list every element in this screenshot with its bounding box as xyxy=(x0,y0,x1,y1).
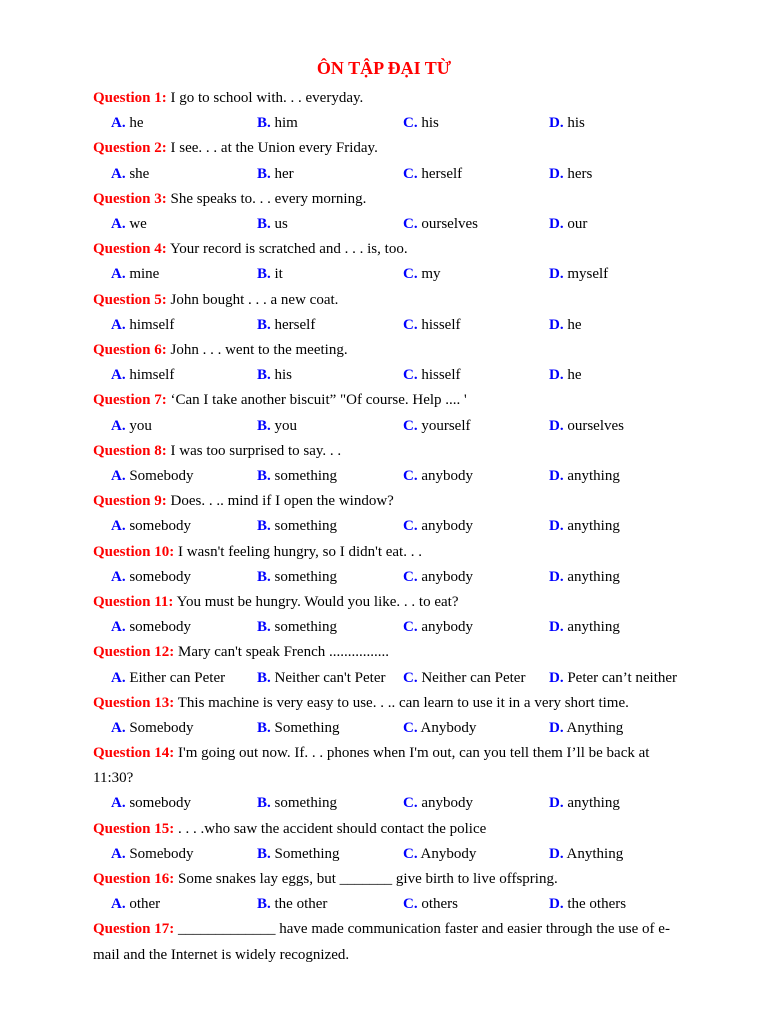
option-letter: B. xyxy=(257,115,271,132)
answer-option[interactable] xyxy=(257,892,327,917)
option-letter: D. xyxy=(549,165,564,182)
option-letter: C. xyxy=(403,467,418,484)
answer-options xyxy=(93,514,693,539)
option-text: somebody xyxy=(129,795,192,812)
answer-option[interactable] xyxy=(403,615,473,640)
answer-options xyxy=(93,262,693,287)
question-text: Some snakes lay eggs, but _______ give birth to live offspring. xyxy=(178,871,558,888)
option-letter: C. xyxy=(403,266,418,283)
question-label: Question 14: xyxy=(93,745,175,762)
answer-option[interactable] xyxy=(403,212,478,237)
answer-option[interactable] xyxy=(111,414,152,439)
option-text: her xyxy=(274,165,294,182)
option-letter: B. xyxy=(257,845,271,862)
answer-option[interactable] xyxy=(403,892,458,917)
option-text: hers xyxy=(567,165,593,182)
option-text: hisself xyxy=(421,367,461,384)
answer-option[interactable] xyxy=(257,262,283,287)
option-text: Somebody xyxy=(129,719,194,736)
option-text: yourself xyxy=(421,417,471,434)
question-label: Question 16: xyxy=(93,871,175,888)
answer-options xyxy=(93,565,693,590)
option-letter: D. xyxy=(549,367,564,384)
question-label: Question 3: xyxy=(93,190,167,207)
question-17 xyxy=(93,917,693,967)
option-letter: D. xyxy=(549,719,564,736)
option-text: himself xyxy=(129,367,175,384)
answer-option[interactable] xyxy=(549,162,592,187)
option-text: she xyxy=(129,165,150,182)
option-text: we xyxy=(129,215,147,232)
answer-option[interactable] xyxy=(549,666,677,691)
option-text: something xyxy=(274,518,338,535)
option-letter: B. xyxy=(257,518,271,535)
question-1 xyxy=(93,86,693,111)
answer-option[interactable] xyxy=(257,565,337,590)
answer-option[interactable] xyxy=(111,262,159,287)
option-text: ourselves xyxy=(567,417,624,434)
question-label: Question 12: xyxy=(93,644,175,661)
answer-option[interactable] xyxy=(257,111,298,136)
answer-option[interactable] xyxy=(549,414,624,439)
option-text: our xyxy=(567,215,588,232)
option-text: Anything xyxy=(566,719,624,736)
answer-options xyxy=(93,666,693,691)
option-letter: D. xyxy=(549,568,564,585)
option-letter: C. xyxy=(403,669,418,686)
option-letter: D. xyxy=(549,518,564,535)
option-text: the others xyxy=(567,896,627,913)
option-letter: D. xyxy=(549,845,564,862)
option-text: it xyxy=(274,266,283,283)
option-letter: C. xyxy=(403,845,418,862)
question-text: ‘Can I take another biscuit” "Of course. Help .... ' xyxy=(170,392,467,409)
answer-option[interactable] xyxy=(549,212,587,237)
answer-options xyxy=(93,363,693,388)
option-text: Peter can’t neither xyxy=(567,669,678,686)
answer-option[interactable] xyxy=(257,791,337,816)
answer-option[interactable] xyxy=(111,565,191,590)
question-text: . . . .who saw the accident should contact the police xyxy=(178,820,487,837)
question-text: She speaks to. . . every morning. xyxy=(170,190,367,207)
answer-option[interactable] xyxy=(549,464,620,489)
option-text: you xyxy=(129,417,152,434)
option-letter: C. xyxy=(403,215,418,232)
question-8 xyxy=(93,439,693,464)
question-label: Question 4: xyxy=(93,241,167,258)
option-letter: C. xyxy=(403,896,418,913)
option-letter: C. xyxy=(403,165,418,182)
answer-options xyxy=(93,162,693,187)
option-text: him xyxy=(274,115,298,132)
answer-option[interactable] xyxy=(549,615,620,640)
answer-option[interactable] xyxy=(111,842,194,867)
answer-option[interactable] xyxy=(111,791,191,816)
question-label: Question 2: xyxy=(93,140,167,157)
answer-option[interactable] xyxy=(111,212,147,237)
option-text: something xyxy=(274,619,338,636)
option-letter: B. xyxy=(257,619,271,636)
option-text: Anybody xyxy=(420,719,477,736)
option-text: something xyxy=(274,568,338,585)
answer-option[interactable] xyxy=(549,363,582,388)
answer-option[interactable] xyxy=(403,716,476,741)
answer-option[interactable] xyxy=(257,615,337,640)
question-12 xyxy=(93,640,693,665)
answer-option[interactable] xyxy=(403,666,525,691)
option-text: Either can Peter xyxy=(129,669,226,686)
option-text: he xyxy=(567,316,582,333)
answer-option[interactable] xyxy=(403,162,462,187)
answer-option[interactable] xyxy=(111,162,149,187)
option-text: others xyxy=(421,896,459,913)
question-9 xyxy=(93,489,693,514)
option-letter: C. xyxy=(403,719,418,736)
option-letter: C. xyxy=(403,367,418,384)
answer-option[interactable] xyxy=(111,892,160,917)
option-text: his xyxy=(421,115,439,132)
question-text: I see. . . at the Union every Friday. xyxy=(170,140,378,157)
option-letter: A. xyxy=(111,367,126,384)
option-text: ourselves xyxy=(421,215,478,232)
option-text: the other xyxy=(274,896,328,913)
option-text: herself xyxy=(274,316,316,333)
question-text: You must be hungry. Would you like. . . to eat? xyxy=(176,593,459,610)
option-text: anything xyxy=(567,568,620,585)
option-letter: B. xyxy=(257,367,271,384)
question-6 xyxy=(93,338,693,363)
option-letter: A. xyxy=(111,845,126,862)
option-letter: D. xyxy=(549,215,564,232)
option-letter: A. xyxy=(111,795,126,812)
option-letter: A. xyxy=(111,115,126,132)
question-label: Question 15: xyxy=(93,820,175,837)
option-letter: A. xyxy=(111,467,126,484)
option-letter: C. xyxy=(403,115,418,132)
answer-options xyxy=(93,414,693,439)
answer-option[interactable] xyxy=(403,313,461,338)
answer-option[interactable] xyxy=(403,464,473,489)
question-list xyxy=(93,86,693,968)
answer-option[interactable] xyxy=(257,363,292,388)
answer-option[interactable] xyxy=(403,111,439,136)
option-letter: B. xyxy=(257,795,271,812)
question-4 xyxy=(93,237,693,262)
option-letter: C. xyxy=(403,518,418,535)
option-letter: C. xyxy=(403,795,418,812)
option-text: my xyxy=(421,266,441,283)
answer-option[interactable] xyxy=(403,514,473,539)
question-label: Question 17: xyxy=(93,921,175,938)
question-label: Question 1: xyxy=(93,90,167,106)
option-text: Neither can't Peter xyxy=(274,669,386,686)
answer-option[interactable] xyxy=(111,313,174,338)
answer-option[interactable] xyxy=(403,363,461,388)
answer-option[interactable] xyxy=(403,414,471,439)
option-text: his xyxy=(567,115,585,132)
answer-option[interactable] xyxy=(403,791,473,816)
option-text: hisself xyxy=(421,316,461,333)
option-letter: A. xyxy=(111,417,126,434)
question-text: I wasn't feeling hungry, so I didn't eat. . . xyxy=(178,543,422,560)
question-2 xyxy=(93,136,693,161)
question-label: Question 13: xyxy=(93,694,175,711)
answer-options xyxy=(93,313,693,338)
question-text: John bought . . . a new coat. xyxy=(170,291,339,308)
answer-option[interactable] xyxy=(549,892,626,917)
option-letter: B. xyxy=(257,719,271,736)
question-14 xyxy=(93,741,693,791)
question-text: John . . . went to the meeting. xyxy=(170,341,348,358)
option-text: Anybody xyxy=(420,845,477,862)
option-text: anybody xyxy=(421,467,474,484)
option-text: something xyxy=(274,795,338,812)
question-text: I'm going out now. If. . . phones when I'm out, can you tell them I’ll be back at 11:30? xyxy=(93,745,650,787)
answer-options xyxy=(93,615,693,640)
option-text: somebody xyxy=(129,568,192,585)
option-letter: A. xyxy=(111,518,126,535)
option-letter: D. xyxy=(549,467,564,484)
option-text: other xyxy=(129,896,161,913)
option-text: Something xyxy=(274,719,340,736)
option-letter: D. xyxy=(549,417,564,434)
question-text: Does. . .. mind if I open the window? xyxy=(170,493,394,510)
answer-option[interactable] xyxy=(111,615,191,640)
option-text: myself xyxy=(567,266,609,283)
question-text: I go to school with. . . everyday. xyxy=(170,90,364,106)
question-label: Question 8: xyxy=(93,442,167,459)
option-letter: C. xyxy=(403,417,418,434)
answer-options xyxy=(93,464,693,489)
option-letter: D. xyxy=(549,669,564,686)
answer-option[interactable] xyxy=(257,716,340,741)
answer-option[interactable] xyxy=(403,565,473,590)
option-text: you xyxy=(274,417,298,434)
question-label: Question 9: xyxy=(93,493,167,510)
option-text: Something xyxy=(274,845,340,862)
option-letter: D. xyxy=(549,896,564,913)
option-letter: C. xyxy=(403,619,418,636)
answer-option[interactable] xyxy=(403,262,441,287)
option-letter: A. xyxy=(111,568,126,585)
answer-option[interactable] xyxy=(549,791,620,816)
question-label: Question 11: xyxy=(93,593,174,610)
answer-option[interactable] xyxy=(257,514,337,539)
option-letter: A. xyxy=(111,719,126,736)
answer-option[interactable] xyxy=(549,111,585,136)
question-text: This machine is very easy to use. . .. can learn to use it in a very short time. xyxy=(177,694,629,711)
option-text: his xyxy=(274,367,293,384)
answer-option[interactable] xyxy=(403,842,476,867)
option-text: something xyxy=(274,467,338,484)
answer-option[interactable] xyxy=(111,666,225,691)
answer-option[interactable] xyxy=(257,666,386,691)
option-text: anybody xyxy=(421,619,474,636)
answer-option[interactable] xyxy=(111,363,174,388)
option-text: anybody xyxy=(421,568,474,585)
option-letter: B. xyxy=(257,896,271,913)
answer-options xyxy=(93,212,693,237)
option-text: herself xyxy=(421,165,463,182)
answer-option[interactable] xyxy=(549,514,620,539)
option-letter: D. xyxy=(549,316,564,333)
option-letter: B. xyxy=(257,669,271,686)
question-text: _____________ have made communication faster and easier through the use of e-mail and the Internet is widely recognized. xyxy=(93,921,670,963)
option-letter: D. xyxy=(549,266,564,283)
option-text: Somebody xyxy=(129,467,194,484)
answer-option[interactable] xyxy=(257,313,315,338)
option-letter: B. xyxy=(257,568,271,585)
answer-option[interactable] xyxy=(111,111,144,136)
answer-option[interactable] xyxy=(549,716,623,741)
answer-option[interactable] xyxy=(549,842,623,867)
option-text: us xyxy=(274,215,288,232)
option-text: he xyxy=(567,367,582,384)
option-letter: C. xyxy=(403,568,418,585)
option-letter: A. xyxy=(111,165,126,182)
question-label: Question 6: xyxy=(93,341,167,358)
option-letter: A. xyxy=(111,896,126,913)
option-letter: A. xyxy=(111,266,126,283)
option-text: Somebody xyxy=(129,845,194,862)
page-title: ÔN TẬP ĐẠI TỪ xyxy=(316,58,452,78)
option-letter: B. xyxy=(257,266,271,283)
answer-options xyxy=(93,111,693,136)
answer-option[interactable] xyxy=(257,464,337,489)
question-10 xyxy=(93,540,693,565)
option-text: Anything xyxy=(566,845,624,862)
answer-options xyxy=(93,892,693,917)
option-letter: B. xyxy=(257,467,271,484)
option-text: anybody xyxy=(421,795,474,812)
question-3 xyxy=(93,187,693,212)
question-7 xyxy=(93,388,693,413)
option-text: he xyxy=(129,115,144,132)
question-text: Your record is scratched and . . . is, too. xyxy=(169,241,408,258)
option-letter: B. xyxy=(257,417,271,434)
question-13 xyxy=(93,691,693,716)
answer-options xyxy=(93,716,693,741)
question-5 xyxy=(93,288,693,313)
option-text: anything xyxy=(567,619,620,636)
answer-option[interactable] xyxy=(111,464,194,489)
question-label: Question 10: xyxy=(93,543,175,560)
option-text: somebody xyxy=(129,518,192,535)
question-text: Mary can't speak French ................ xyxy=(178,644,389,661)
question-15 xyxy=(93,817,693,842)
option-letter: D. xyxy=(549,795,564,812)
question-label: Question 5: xyxy=(93,291,167,308)
answer-option[interactable] xyxy=(549,565,620,590)
answer-option[interactable] xyxy=(257,842,340,867)
option-letter: D. xyxy=(549,115,564,132)
option-letter: C. xyxy=(403,316,418,333)
option-letter: B. xyxy=(257,316,271,333)
answer-option[interactable] xyxy=(257,162,294,187)
option-letter: B. xyxy=(257,215,271,232)
answer-option[interactable] xyxy=(257,212,288,237)
option-text: anything xyxy=(567,795,620,812)
answer-option[interactable] xyxy=(111,716,194,741)
answer-option[interactable] xyxy=(549,262,608,287)
option-text: himself xyxy=(129,316,175,333)
option-text: anybody xyxy=(421,518,474,535)
option-text: somebody xyxy=(129,619,192,636)
option-letter: D. xyxy=(549,619,564,636)
option-letter: A. xyxy=(111,619,126,636)
option-text: mine xyxy=(129,266,160,283)
option-letter: A. xyxy=(111,669,126,686)
option-letter: B. xyxy=(257,165,271,182)
answer-option[interactable] xyxy=(111,514,191,539)
option-letter: A. xyxy=(111,215,126,232)
question-16 xyxy=(93,867,693,892)
answer-options xyxy=(93,791,693,816)
answer-option[interactable] xyxy=(257,414,297,439)
answer-options xyxy=(93,842,693,867)
question-label: Question 7: xyxy=(93,392,167,409)
question-text: I was too surprised to say. . . xyxy=(170,442,342,459)
option-text: anything xyxy=(567,467,620,484)
answer-option[interactable] xyxy=(549,313,582,338)
option-letter: A. xyxy=(111,316,126,333)
question-11 xyxy=(93,590,693,615)
option-text: anything xyxy=(567,518,620,535)
option-text: Neither can Peter xyxy=(421,669,526,686)
